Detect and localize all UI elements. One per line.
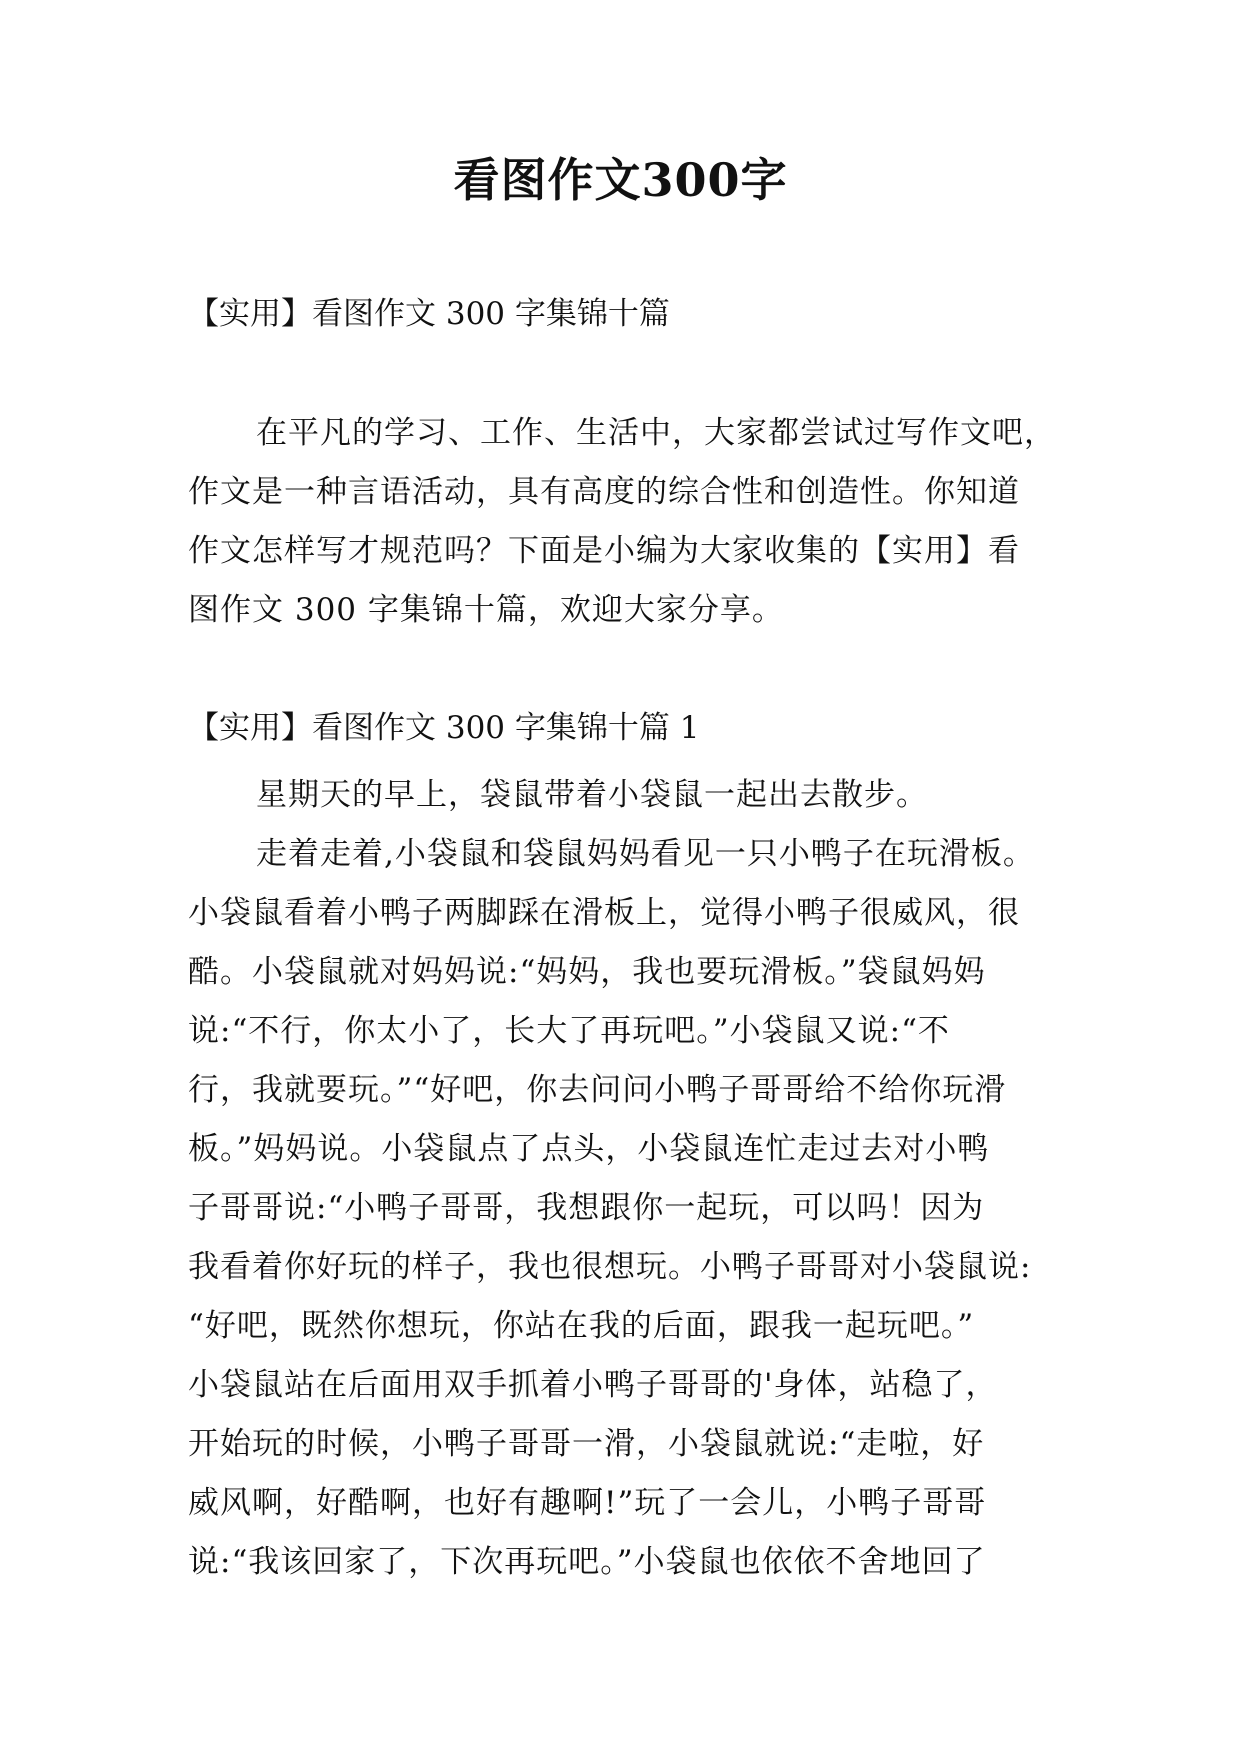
intro-line: 图作文 300 字集锦十篇，欢迎大家分享。 — [188, 592, 784, 628]
intro-line: 作文怎样写才规范吗？下面是小编为大家收集的【实用】看 — [188, 533, 1020, 569]
document-title: 看图作文300字 — [453, 153, 788, 207]
paragraph-line: 行，我就要玩。”“好吧，你去问问小鸭子哥哥给不给你玩滑 — [188, 1072, 1007, 1108]
paragraph-line: 酷。小袋鼠就对妈妈说:“妈妈，我也要玩滑板。”袋鼠妈妈 — [188, 954, 986, 990]
paragraph-line: 走着走着,小袋鼠和袋鼠妈妈看见一只小鸭子在玩滑板。 — [256, 836, 1035, 872]
section-heading: 【实用】看图作文 300 字集锦十篇 1 — [188, 710, 700, 746]
paragraph-line: 小袋鼠看着小鸭子两脚踩在滑板上，觉得小鸭子很威风，很 — [188, 895, 1020, 931]
paragraph-line: 子哥哥说:“小鸭子哥哥，我想跟你一起玩，可以吗！因为 — [188, 1190, 985, 1226]
paragraph-line: 小袋鼠站在后面用双手抓着小鸭子哥哥的'身体，站稳了， — [188, 1367, 998, 1403]
paragraph-line: 我看着你好玩的样子，我也很想玩。小鸭子哥哥对小袋鼠说: — [188, 1249, 1032, 1285]
paragraph-line: 板。”妈妈说。小袋鼠点了点头，小袋鼠连忙走过去对小鸭 — [188, 1131, 990, 1167]
intro-line: 作文是一种言语活动，具有高度的综合性和创造性。你知道 — [188, 474, 1020, 510]
paragraph-line: 星期天的早上，袋鼠带着小袋鼠一起出去散步。 — [256, 777, 928, 813]
paragraph-line: 说:“不行，你太小了，长大了再玩吧。”小袋鼠又说:“不 — [188, 1013, 950, 1049]
intro-paragraph — [188, 404, 1056, 640]
paragraph-line: 说:“我该回家了，下次再玩吧。”小袋鼠也依依不舍地回了 — [188, 1544, 986, 1580]
document-subtitle: 【实用】看图作文 300 字集锦十篇 — [188, 296, 670, 332]
paragraph-line: 威风啊，好酷啊，也好有趣啊!”玩了一会儿，小鸭子哥哥 — [188, 1485, 987, 1521]
intro-line: 在平凡的学习、工作、生活中，大家都尝试过写作文吧， — [256, 415, 1056, 451]
essay-section-1 — [188, 706, 1053, 1592]
paragraph-line: “好吧，既然你想玩，你站在我的后面，跟我一起玩吧。” — [188, 1308, 975, 1344]
paragraph-line: 开始玩的时候，小鸭子哥哥一滑，小袋鼠就说:“走啦，好 — [188, 1426, 985, 1462]
